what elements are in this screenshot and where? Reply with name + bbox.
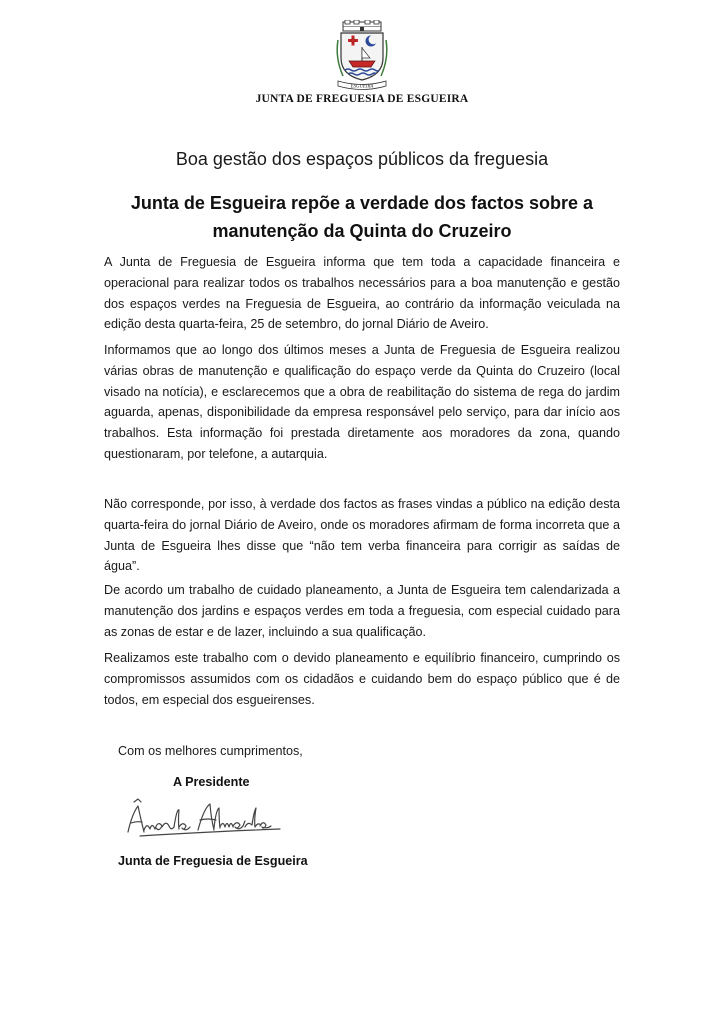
coat-of-arms-logo xyxy=(334,20,390,90)
handwritten-signature xyxy=(122,796,284,840)
organization-header: JUNTA DE FREGUESIA DE ESGUEIRA xyxy=(255,93,469,105)
document-title: Junta de Esgueira repõe a verdade dos factos sobre a manutenção da Quinta do Cruzeiro xyxy=(130,193,594,241)
crest-caption: ESGUEIRA xyxy=(350,84,374,90)
document-subtitle: Boa gestão dos espaços públicos da freguesia xyxy=(175,149,549,169)
mural-crown xyxy=(343,20,381,31)
body-paragraph: Realizamos este trabalho com o devido planeamento e equilíbrio financeiro, cumprindo os compromissos assumidos com os cidadãos e cuidando bem do espaço público que é de todos, em especial dos esgueirenses. xyxy=(104,651,620,707)
body-paragraph: A Junta de Freguesia de Esgueira informa que tem toda a capacidade financeira e operacional para realizar todos os trabalhos necessários para a boa manutenção e gestão dos espaços verdes na Freguesia de Esgueira, ao contrário da informação veiculada na edição desta quarta-feira, 25 de setembro, do jornal Diário de Aveiro. xyxy=(104,255,620,332)
body-paragraph: De acordo um trabalho de cuidado planeamento, a Junta de Esgueira tem calendarizada a manutenção dos jardins e espaços verdes em toda a freguesia, com especial cuidado para as zonas de estar e de lazer, incluindo a sua qualificação. xyxy=(104,583,620,639)
closing-salutation: Com os melhores cumprimentos, xyxy=(118,744,303,758)
body-paragraph: Não corresponde, por isso, à verdade dos factos as frases vindas a público na edição desta quarta-feira do jornal Diário de Aveiro, onde os moradores afirmam de forma incorreta que a Junta de Esgueira lhes disse que “não tem verba financeira para corrigir as saídas de água”. xyxy=(104,497,620,574)
signatory-role: A Presidente xyxy=(173,775,250,789)
signatory-organization: Junta de Freguesia de Esgueira xyxy=(118,854,308,868)
body-paragraph: Informamos que ao longo dos últimos meses a Junta de Freguesia de Esgueira realizou várias obras de manutenção e qualificação do espaço verde da Quinta do Cruzeiro (local visado na notícia), e esclarecemos que a obra de reabilitação do sistema de rega do jardim aguarda, apenas, disponibilidade da empresa responsável pelo serviço, para dar início aos trabalhos. Esta informação foi prestada diretamente aos moradores da zona, quando questionaram, por telefone, a autarquia. xyxy=(104,343,620,461)
